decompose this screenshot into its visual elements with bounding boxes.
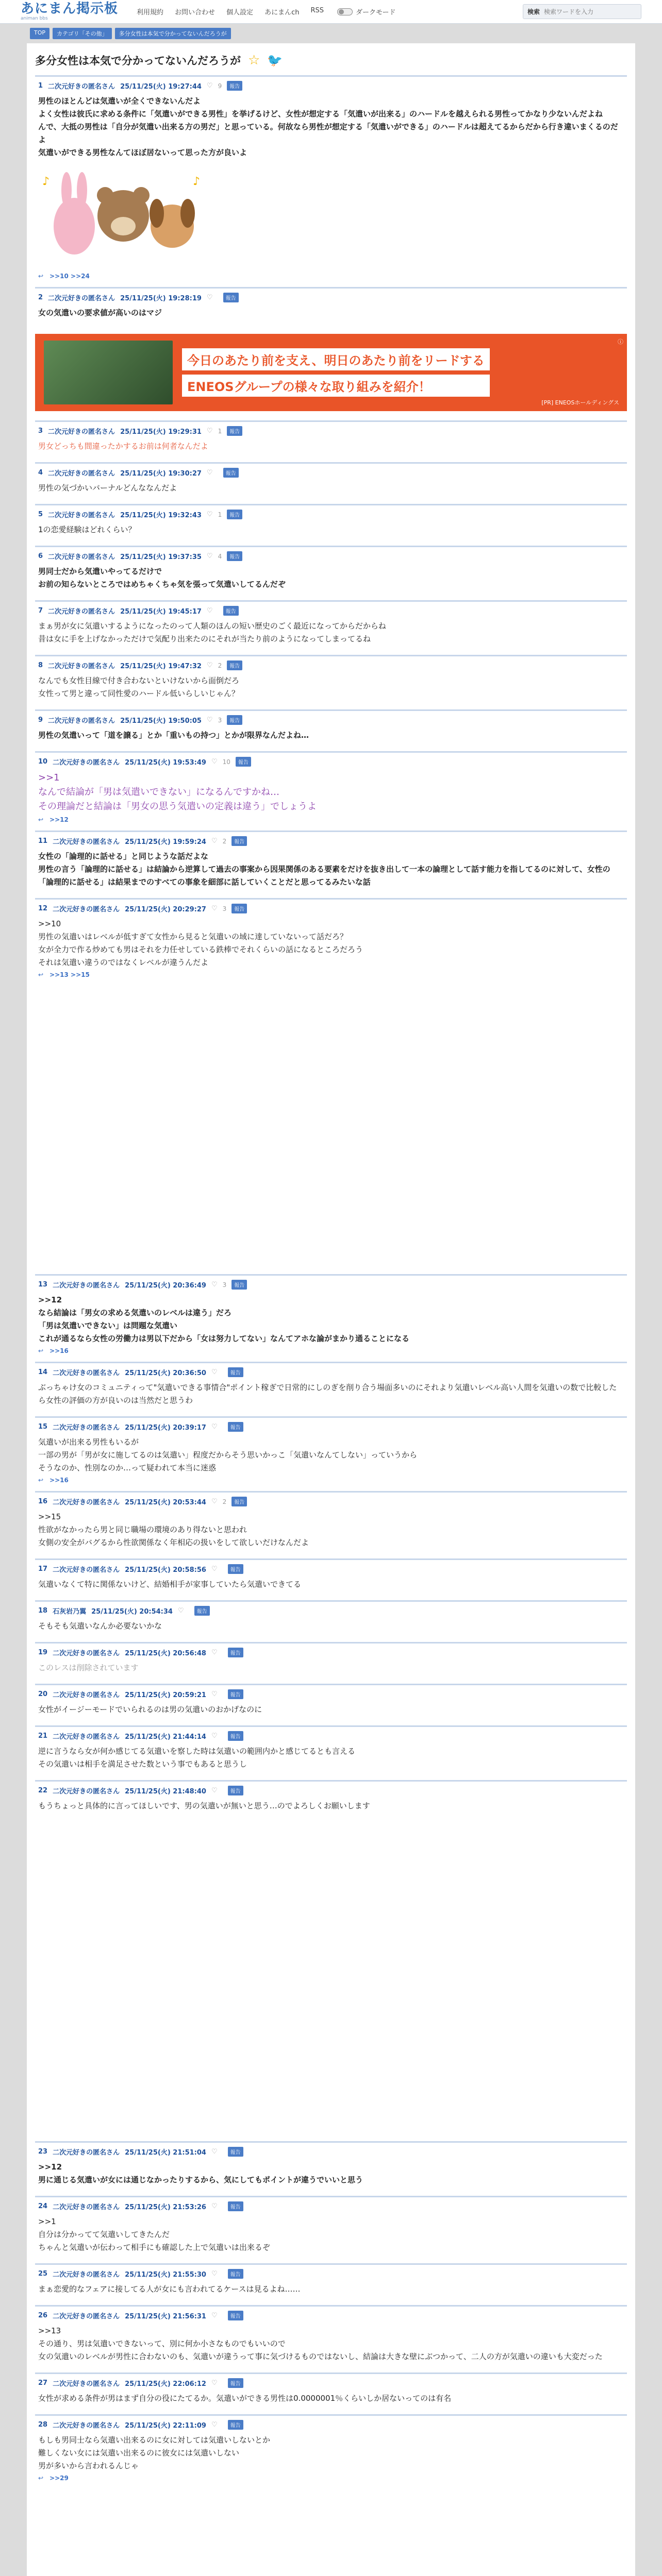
ad-info-icon[interactable]: ⓘ [618, 338, 623, 345]
post-author: 二次元好きの匿名さん [53, 2380, 120, 2388]
post-body: 男性の気づかいバーナルどんななんだよ [38, 483, 177, 493]
post [35, 2305, 627, 2372]
report-button[interactable]: 報告 [231, 1280, 247, 1290]
post-date: 25/11/25(火) 19:47:32 [120, 663, 202, 670]
post-header [38, 2420, 624, 2430]
like-heart-icon[interactable]: ♡ [211, 2421, 218, 2429]
post-number[interactable]: 5 [38, 511, 43, 518]
reply-arrow-icon: ↩ [38, 2475, 44, 2482]
post-body: >>13 その通り、男は気遣いできないって、別に何か小さなものでもいいので 女の気遣いのレベルが男性に合わないのも、気遣いが違うって事に気づけるものではないし、結論は大きな壁にぶつかって、二人の方が気遣いの違いも大変だった [38, 2326, 603, 2361]
post-date: 25/11/25(火) 19:50:05 [120, 717, 202, 725]
report-button[interactable]: 報告 [223, 606, 239, 616]
post-number[interactable]: 8 [38, 662, 43, 669]
post-header [38, 2201, 624, 2211]
report-button[interactable]: 報告 [223, 468, 239, 478]
like-heart-icon[interactable]: ♡ [211, 1368, 218, 1376]
report-button[interactable]: 報告 [227, 551, 242, 561]
reply-links [38, 1477, 624, 1484]
like-count: 2 [222, 837, 227, 845]
header-nav [137, 7, 324, 16]
post-date: 25/11/25(火) 21:48:40 [125, 1788, 206, 1795]
report-button[interactable]: 報告 [228, 1648, 243, 1657]
post [35, 600, 627, 655]
ad-text [182, 348, 490, 397]
post [35, 420, 627, 462]
post-number[interactable]: 27 [38, 2379, 48, 2387]
like-heart-icon[interactable]: ♡ [211, 2202, 218, 2210]
report-button[interactable]: 報告 [227, 660, 242, 670]
nav-contact[interactable]: お問い合わせ [175, 9, 216, 16]
breadcrumb-category[interactable]: カテゴリ「その他」 [53, 28, 112, 39]
post [35, 1642, 627, 1684]
post-author: 二次元好きの匿名さん [53, 1733, 120, 1741]
post [35, 1416, 627, 1491]
report-button[interactable]: 報告 [227, 81, 242, 91]
reply-arrow-icon: ↩ [38, 1347, 44, 1354]
favorite-star-icon[interactable]: ☆ [248, 53, 260, 68]
report-button[interactable]: 報告 [228, 2311, 243, 2320]
post-header [38, 1422, 624, 1432]
post-number[interactable]: 24 [38, 2202, 48, 2210]
post-number[interactable]: 26 [38, 2312, 48, 2319]
post-header [38, 426, 624, 436]
post-author: 二次元好きの匿名さん [53, 1369, 120, 1377]
dark-mode-label: ダークモード [356, 9, 396, 16]
twitter-share-icon[interactable]: 🐦 [267, 53, 283, 67]
post-number[interactable]: 11 [38, 837, 48, 845]
post-date: 25/11/25(火) 20:59:21 [125, 1691, 206, 1699]
post-author: 二次元好きの匿名さん [53, 2271, 120, 2279]
post-number[interactable]: 9 [38, 716, 43, 724]
like-heart-icon[interactable]: ♡ [211, 1649, 218, 1656]
post-header [38, 660, 624, 670]
report-button[interactable]: 報告 [228, 2378, 243, 2388]
thread-title: 多分女性は本気で分かってないんだろうが [35, 55, 241, 67]
post-number[interactable]: 6 [38, 552, 43, 560]
post-number[interactable]: 3 [38, 427, 43, 435]
post-body: 女性が求める条件が男はまず自分の役にたてるか。気遣いができる男性は0.0000001％くらいしか居ないってのは有名 [38, 2394, 452, 2403]
post-date: 25/11/25(火) 19:37:35 [120, 553, 202, 561]
post-number[interactable]: 1 [38, 82, 43, 90]
like-heart-icon[interactable]: ♡ [177, 1607, 184, 1615]
post-date: 25/11/25(火) 20:53:44 [125, 1499, 206, 1506]
like-heart-icon[interactable]: ♡ [211, 1565, 218, 1573]
report-button[interactable]: 報告 [236, 757, 251, 767]
reply-links [38, 2475, 624, 2482]
post-author: 二次元好きの匿名さん [48, 553, 115, 561]
post-author: 二次元好きの匿名さん [53, 1424, 120, 1432]
reply-arrow-icon: ↩ [38, 1477, 44, 1484]
nav-settings[interactable]: 個人設定 [226, 9, 254, 16]
post [35, 1491, 627, 1558]
post-body: 1の恋愛経験はどれくらい？ [38, 525, 136, 534]
post-author: 石灰岩乃翼 [53, 1608, 87, 1616]
post [35, 655, 627, 709]
post-body: 男同士だから気遣いやってるだけで お前の知らないところではめちゃくちゃ気を張って気遣いしてるんだぞ [38, 567, 286, 589]
post-number[interactable]: 13 [38, 1281, 48, 1289]
post-header [38, 1280, 624, 1290]
dark-mode-toggle[interactable] [337, 7, 395, 16]
post-author: 二次元好きの匿名さん [48, 608, 115, 616]
like-count: 1 [218, 511, 222, 518]
post [35, 1558, 627, 1600]
post [35, 2141, 627, 2196]
post-body: ぶっちゃけ女のコミュニティって"気遣いできる事情合"ポイント稼ぎで日常的にしのぎを削り合う場面多いのにそれより気遣いレベル高い人間を気遣いの数で比較したら女性の評価の方が良いのは当然だと思うわ [38, 1383, 617, 1405]
reply-anchor-link[interactable]: >>16 [49, 1347, 69, 1354]
like-heart-icon[interactable]: ♡ [206, 511, 213, 518]
like-heart-icon[interactable]: ♡ [211, 2148, 218, 2156]
post-date: 25/11/25(火) 21:55:30 [125, 2271, 206, 2279]
post-body: >>10 男性の気遣いはレベルが低すぎて女性から見ると気遣いの域に達していないって話だろ？ 女が全力で作る炒めても男はそれを力任せしている鉄棒でそれくらいの話になるところだろう それは気遣い違うのではなくレベルが違うんだよ [38, 919, 363, 967]
svg-text:♪: ♪ [193, 175, 201, 188]
post-number[interactable]: 21 [38, 1732, 48, 1740]
post-date: 25/11/25(火) 21:44:14 [125, 1733, 206, 1741]
post-author: 二次元好きの匿名さん [48, 663, 115, 670]
breadcrumb-top[interactable]: TOP [30, 28, 49, 39]
logo-subtext: animan bbs [21, 16, 48, 21]
post-author: 二次元好きの匿名さん [48, 717, 115, 725]
nav-terms[interactable]: 利用規約 [137, 9, 164, 16]
report-button[interactable]: 報告 [228, 1367, 243, 1377]
like-heart-icon[interactable]: ♡ [206, 294, 213, 301]
post [35, 1600, 627, 1642]
post-number[interactable]: 2 [38, 294, 43, 301]
like-heart-icon[interactable]: ♡ [211, 2379, 218, 2387]
post-body: 男性の気遣いって「道を譲る」とか「重いもの持つ」とかが限界なんだよね… [38, 731, 309, 740]
post-number[interactable]: 19 [38, 1649, 48, 1656]
post-header [38, 2269, 624, 2279]
post [35, 751, 627, 831]
nav-rss[interactable]: RSS [310, 7, 324, 14]
like-heart-icon[interactable]: ♡ [206, 469, 213, 477]
post-header [38, 2311, 624, 2320]
post [35, 1780, 627, 1822]
post-number[interactable]: 4 [38, 469, 43, 477]
like-heart-icon[interactable]: ♡ [211, 1787, 218, 1794]
reply-links [38, 1347, 624, 1354]
like-heart-icon[interactable]: ♡ [206, 662, 213, 669]
animal-illustration [38, 164, 208, 267]
post-header [38, 293, 624, 302]
post-header [38, 1786, 624, 1795]
post-author: 二次元好きの匿名さん [53, 759, 120, 767]
reply-links [38, 971, 624, 978]
post-header [38, 606, 624, 616]
post [35, 2196, 627, 2263]
post-body: そもそも気遣いなんか必要ないかな [38, 1621, 162, 1631]
post-number[interactable]: 17 [38, 1565, 48, 1573]
post-date: 25/11/25(火) 19:53:49 [125, 759, 206, 767]
report-button[interactable]: 報告 [228, 2201, 243, 2211]
blank-gap [35, 986, 627, 1274]
post-body: 女性の「論理的に話せる」と同じような話だよな 男性の言う「論理的に話せる」は結論から逆算して過去の事案から因果関係のある要素をだけを抜き出して一本の論理として話す能力を指してるのに対して、女性の「論理的に話せる」は結果までのすべての事象を細部に話していくことだと思ってるみたいな話 [38, 852, 610, 887]
post [35, 1684, 627, 1725]
site-header [0, 0, 662, 24]
like-count: 1 [218, 427, 222, 435]
ad-sponsor: [PR] ENEOSホールディングス [541, 399, 619, 406]
post-header [38, 468, 624, 478]
post-body: 女性がイージーモードでいられるのは男の気遣いのおかげなのに [38, 1705, 262, 1714]
post-date: 25/11/25(火) 20:54:34 [91, 1608, 173, 1616]
post-date: 25/11/25(火) 20:56:48 [125, 1650, 206, 1657]
like-heart-icon[interactable]: ♡ [206, 82, 213, 90]
post-header [38, 1367, 624, 1377]
post-body: まぁ恋愛的なフェアに接してる人が女にも言われてるケースは見るよね…… [38, 2284, 301, 2294]
post-header [38, 1731, 624, 1741]
report-button[interactable]: 報告 [231, 1497, 247, 1506]
post-date: 25/11/25(火) 19:32:43 [120, 512, 202, 519]
post-author: 二次元好きの匿名さん [48, 470, 115, 478]
like-count: 9 [218, 82, 222, 90]
post-header [38, 1606, 624, 1616]
post-body: 男女どっちも間違ったかするお前は何者なんだよ [38, 442, 208, 451]
post [35, 462, 627, 504]
post-body: 女の気遣いの要求値が高いのはマジ [38, 308, 162, 317]
post-body: もうちょっと具体的に言ってほしいです、男の気遣いが無いと思う…のでよろしくお願いします [38, 1801, 370, 1810]
post [35, 1362, 627, 1416]
post-header [38, 904, 624, 913]
post [35, 1725, 627, 1780]
reply-anchor-link[interactable]: >>13 >>15 [49, 971, 90, 978]
like-heart-icon[interactable]: ♡ [206, 607, 213, 615]
report-button[interactable]: 報告 [227, 510, 242, 519]
post-date: 25/11/25(火) 21:53:26 [125, 2204, 206, 2211]
svg-text:♪: ♪ [42, 175, 50, 188]
breadcrumb-thread[interactable]: 多分女性は本気で分かってないんだろうが [115, 28, 231, 39]
post-body: このレスは削除されています [38, 1663, 139, 1672]
like-count: 3 [222, 1281, 227, 1289]
post-header [38, 2378, 624, 2388]
ad-image [44, 341, 173, 404]
post-body: なんでも女性目線で付き合わないといけないから面倒だろ 女性って男と違って同性愛のハードル低いらしいじゃん？ [38, 676, 240, 698]
like-heart-icon[interactable]: ♡ [206, 552, 213, 560]
report-button[interactable]: 報告 [228, 1564, 243, 1574]
reply-anchor-link[interactable]: >>16 [49, 1477, 69, 1484]
like-count: 10 [222, 758, 230, 766]
post-date: 25/11/25(火) 19:27:44 [120, 83, 202, 91]
post [35, 709, 627, 751]
post-date: 25/11/25(火) 21:56:31 [125, 2313, 206, 2320]
ad-banner[interactable] [35, 334, 627, 411]
post-header [38, 81, 624, 91]
like-count: 2 [218, 662, 222, 669]
post-author: 二次元好きの匿名さん [53, 1788, 120, 1795]
post-body: 気遣いが出来る男性もいるが 一部の男が「男が女に施してるのは気遣い」程度だからそう思いかっこ「気遣いなんてしない」っていうから そうなのか、性別なのか…って疑われて本当に迷惑 [38, 1437, 418, 1472]
report-button[interactable]: 報告 [227, 426, 242, 436]
post-body: 男性のほとんどは気遣いが全くできないんだよ よく女性は彼氏に求める条件に「気遣いができる男性」を挙げるけど、女性が想定する「気遣いが出来る」のハードルを越えられる男性ってかなり少ないんだよね んで、大抵の男性は「自分が気遣い出来る方の男だ」と思っている。何故なら男性が想定する「気遣いができる」のハードルは超えてるからだから行き違いまくるのだよ 気遣いができる男性なんてほぼ居ないって思った方が良いよ [38, 96, 618, 157]
post-number[interactable]: 10 [38, 758, 48, 766]
ad-headline-1: 今日のあたり前を支え、明日のあたり前をリードする [182, 348, 490, 370]
like-count: 2 [222, 1498, 227, 1505]
post-header [38, 510, 624, 519]
post-number[interactable]: 7 [38, 607, 43, 615]
post-author: 二次元好きの匿名さん [53, 1566, 120, 1574]
post-body: >>12 なら結論は「男女の求める気遣いのレベルは違う」だろ 「男は気遣いできない」は問題な気遣い これが通るなら女性の労働力は男以下だから「女は努力してない」なんてアホな論がまかり通ることになる [38, 1295, 410, 1343]
reply-anchor-link[interactable]: >>12 [49, 816, 69, 823]
post-date: 25/11/25(火) 21:51:04 [125, 2149, 206, 2157]
like-count: 3 [222, 905, 227, 912]
post-header [38, 1689, 624, 1699]
post-number[interactable]: 22 [38, 1787, 48, 1794]
post-author: 二次元好きの匿名さん [53, 2204, 120, 2211]
post-header [38, 757, 624, 767]
post-author: 二次元好きの匿名さん [53, 838, 120, 846]
breadcrumb [0, 24, 662, 43]
post-body: もしも男同士なら気遣い出来るのに女に対しては気遣いしないとか 難しくない女には気遣い出来るのに彼女には気遣いしない 男が多いから言われるんじゃ [38, 2435, 271, 2470]
post-date: 25/11/25(火) 20:29:27 [125, 906, 206, 913]
report-button[interactable]: 報告 [231, 904, 247, 913]
report-button[interactable]: 報告 [231, 836, 247, 846]
post [35, 2263, 627, 2305]
post-number[interactable]: 25 [38, 2270, 48, 2278]
post-author: 二次元好きの匿名さん [53, 1691, 120, 1699]
blank-gap [35, 1822, 627, 2141]
post-date: 25/11/25(火) 22:06:12 [125, 2380, 206, 2388]
site-logo[interactable] [21, 2, 118, 21]
report-button[interactable]: 報告 [228, 2269, 243, 2279]
reply-links [38, 273, 624, 280]
post-author: 二次元好きの匿名さん [53, 1499, 120, 1506]
like-heart-icon[interactable]: ♡ [211, 1732, 218, 1740]
post [35, 287, 627, 329]
like-heart-icon[interactable]: ♡ [211, 905, 218, 912]
report-button[interactable]: 報告 [228, 2420, 243, 2430]
report-button[interactable]: 報告 [228, 1689, 243, 1699]
post-date: 25/11/25(火) 20:36:49 [125, 1282, 206, 1290]
post-header [38, 715, 624, 725]
post-author: 二次元好きの匿名さん [48, 83, 115, 91]
post-date: 25/11/25(火) 19:28:19 [120, 295, 202, 302]
post-number[interactable]: 23 [38, 2148, 48, 2156]
post-number[interactable]: 20 [38, 1690, 48, 1698]
post-date: 25/11/25(火) 19:45:17 [120, 608, 202, 616]
post-number[interactable]: 28 [38, 2421, 48, 2429]
report-button[interactable]: 報告 [194, 1606, 210, 1616]
like-heart-icon[interactable]: ♡ [206, 716, 213, 724]
like-heart-icon[interactable]: ♡ [211, 1423, 218, 1431]
post [35, 546, 627, 600]
post-author: 二次元好きの匿名さん [48, 295, 115, 302]
post-number[interactable]: 14 [38, 1368, 48, 1376]
post-header [38, 836, 624, 846]
post [35, 504, 627, 546]
like-heart-icon[interactable]: ♡ [211, 758, 218, 766]
like-count: 3 [218, 716, 222, 724]
post-author: 二次元好きの匿名さん [53, 2422, 120, 2430]
post [35, 75, 627, 287]
report-button[interactable]: 報告 [228, 2147, 243, 2157]
search-input[interactable] [543, 8, 610, 16]
like-heart-icon[interactable]: ♡ [211, 1281, 218, 1289]
reply-links [38, 816, 624, 823]
thread-content [27, 43, 635, 2576]
post-date: 25/11/25(火) 19:30:27 [120, 470, 202, 478]
post [35, 2372, 627, 2414]
post-number[interactable]: 16 [38, 1498, 48, 1505]
post-header [38, 1648, 624, 1657]
toggle-switch-icon[interactable] [337, 8, 353, 15]
reply-arrow-icon: ↩ [38, 273, 44, 280]
reply-arrow-icon: ↩ [38, 971, 44, 978]
like-heart-icon[interactable]: ♡ [211, 2270, 218, 2278]
post-header [38, 551, 624, 561]
like-heart-icon[interactable]: ♡ [211, 1690, 218, 1698]
report-button[interactable]: 報告 [223, 293, 239, 302]
post-body: >>1 なんで結論が「男は気遣いできない」になるんですかね… その理論だと結論は「男女の思う気遣いの定義は違う」でしょうよ [38, 772, 317, 812]
report-button[interactable]: 報告 [227, 715, 242, 725]
reply-anchor-link[interactable]: >>29 [49, 2475, 69, 2482]
post [35, 898, 627, 986]
like-heart-icon[interactable]: ♡ [206, 427, 213, 435]
like-heart-icon[interactable]: ♡ [211, 2312, 218, 2319]
post-author: 二次元好きの匿名さん [48, 428, 115, 436]
post-author: 二次元好きの匿名さん [53, 1650, 120, 1657]
logo-text[interactable]: あにまん掲示板 [21, 1, 119, 16]
search-select[interactable]: 検索 [527, 8, 540, 15]
post [35, 2414, 627, 2489]
post-number[interactable]: 15 [38, 1423, 48, 1431]
post-date: 25/11/25(火) 19:59:24 [125, 838, 206, 846]
like-heart-icon[interactable]: ♡ [211, 837, 218, 845]
reply-anchor-link[interactable]: >>10 >>24 [49, 273, 90, 280]
post-date: 25/11/25(火) 20:58:56 [125, 1566, 206, 1574]
post-body: まぁ男が女に気遣いするようになったのって人類のほんの短い歴史のごく最近になってからだからね 昔は女に手を上げなかっただけで気配り出来たのにそれが当たり前のようになってしまってるね [38, 621, 386, 643]
post-body: >>12 男に通じる気遣いが女には通じなかったりするから、気にしてもポイントが違うでいいと思う [38, 2162, 363, 2184]
post-body: 気遣いなくて特に関係ないけど、結婚相手が家事していたら気遣いできてる [38, 1580, 302, 1589]
post-number[interactable]: 18 [38, 1607, 48, 1615]
post-header [38, 2147, 624, 2157]
post-author: 二次元好きの匿名さん [48, 512, 115, 519]
nav-animanch[interactable]: あにまんch [264, 9, 300, 16]
post [35, 1274, 627, 1362]
ad-headline-2: ENEOSグループの様々な取り組みを紹介！ [182, 375, 490, 397]
post-author: 二次元好きの匿名さん [53, 1282, 120, 1290]
search-box [523, 4, 641, 19]
post-list [35, 75, 627, 2489]
post-body: 逆に言うなら女が何か感じてる気遣いを察した時は気遣いの範囲内かと感じてるとも言える その気遣いは相手を満足させた数という事でもあると思うし [38, 1747, 356, 1769]
post-body: >>15 性欲がなかったら男と同じ職場の環境のあり得ないと思われ 女側の安全がバグるから性欲関係なく年相応の扱いをして欲しいだけなんだよ [38, 1512, 309, 1547]
post-body: >>1 自分は分かってて気遣いしてきたんだ ちゃんと気遣いが伝わって相手にも確認した上で気遣いは出来るぞ [38, 2217, 270, 2252]
like-heart-icon[interactable]: ♡ [211, 1498, 218, 1505]
post-number[interactable]: 12 [38, 905, 48, 912]
reply-arrow-icon: ↩ [38, 816, 44, 823]
post-header [38, 1497, 624, 1506]
post-date: 25/11/25(火) 19:29:31 [120, 428, 202, 436]
post-date: 25/11/25(火) 20:39:17 [125, 1424, 206, 1432]
post [35, 831, 627, 898]
post-header [38, 1564, 624, 1574]
post-date: 25/11/25(火) 22:11:09 [125, 2422, 206, 2430]
thread-title-row [35, 53, 627, 68]
like-count: 4 [218, 552, 222, 560]
report-button[interactable]: 報告 [228, 1422, 243, 1432]
post-date: 25/11/25(火) 20:36:50 [125, 1369, 206, 1377]
post-author: 二次元好きの匿名さん [53, 2149, 120, 2157]
report-button[interactable]: 報告 [228, 1731, 243, 1741]
post-author: 二次元好きの匿名さん [53, 906, 120, 913]
post-author: 二次元好きの匿名さん [53, 2313, 120, 2320]
report-button[interactable]: 報告 [228, 1786, 243, 1795]
